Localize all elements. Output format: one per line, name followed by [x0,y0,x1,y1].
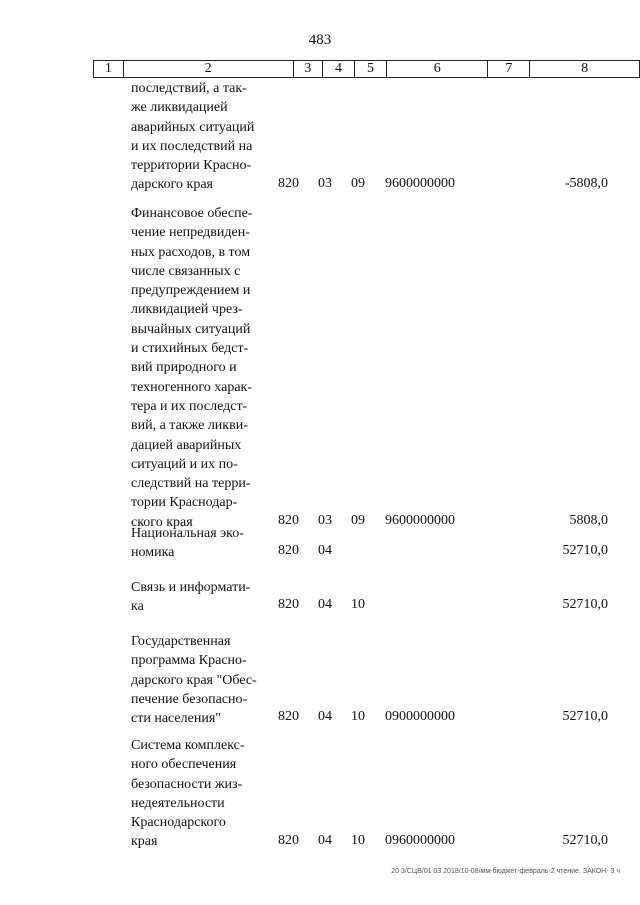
code-subsection: 09 [351,175,365,191]
description-line: предупреждением и [131,283,251,299]
column-header: 3 [293,61,323,78]
description-line: числе связанных с [131,263,241,279]
code-subsection: 10 [351,832,365,848]
row-description [131,736,265,852]
code-ministry: 820 [278,709,299,725]
code-section: 03 [318,512,332,528]
column-header: 7 [488,61,530,78]
description-line: Национальная эко- [131,526,244,541]
code-target-article: 0900000000 [385,709,455,725]
description-line: вий природного и [131,360,237,376]
description-line: ликвидацией чрез- [131,302,243,318]
description-line: программа Красно- [131,653,247,669]
description-line: же ликвидацией [131,100,228,116]
description-line: ского края [131,514,193,530]
code-target-article: 9600000000 [385,175,455,191]
page-number: 483 [308,32,332,48]
amount: 52710,0 [562,832,608,848]
description-line: ка [131,599,144,615]
column-header: 6 [387,61,488,78]
column-header: 2 [123,61,293,78]
column-header: 1 [94,61,124,78]
row-description [131,578,265,617]
code-subsection: 09 [351,512,365,528]
description-line: Государственная [131,634,231,649]
row-description [131,524,265,563]
amount: 5808,0 [569,512,608,528]
code-subsection: 10 [351,597,365,613]
description-line: и стихийных бедст- [131,341,249,357]
description-line: недеятельности [131,795,225,811]
description-line: аварийных ситуаций [131,119,255,135]
amount: -5808,0 [564,175,608,191]
description-line: следствий на терри- [131,476,251,492]
code-ministry: 820 [278,512,299,528]
code-section: 04 [318,543,332,559]
description-line: безопасности жиз- [131,776,243,792]
code-section: 04 [318,597,332,613]
code-ministry: 820 [278,597,299,613]
description-line: края [131,834,158,850]
description-line: вычайных ситуаций [131,321,251,337]
code-target-article: 0960000000 [385,832,455,848]
description-line: тории Краснодар- [131,495,238,511]
description-line: ного обеспечения [131,757,237,773]
description-line: ных расходов, в том [131,244,251,260]
description-line: дацией аварийных [131,437,242,453]
code-ministry: 820 [278,543,299,559]
description-line: Финансовое обеспе- [131,206,253,221]
row-description [131,79,265,195]
code-section: 03 [318,175,332,191]
description-line: печение безопасно- [131,691,248,707]
description-line: Связь и информати- [131,580,251,595]
description-line: чение непредвиден- [131,225,250,241]
amount: 52710,0 [562,543,608,559]
description-line: и их последствий на [131,138,253,154]
description-line: вий, а также ликви- [131,418,248,434]
description-line: тера и их последст- [131,398,248,414]
description-line: сти населения" [131,711,221,727]
column-header-table [93,60,640,78]
description-line: территории Красно- [131,158,252,174]
description-line: техногенного харак- [131,379,252,395]
column-header: 5 [354,61,386,78]
column-header-row [94,61,640,78]
description-line: Краснодарского [131,815,226,831]
code-ministry: 820 [278,175,299,191]
row-description [131,632,265,728]
code-subsection: 10 [351,709,365,725]
amount: 52710,0 [562,709,608,725]
description-line: дарского края [131,177,213,193]
code-section: 04 [318,709,332,725]
description-line: номика [131,545,175,561]
column-header: 8 [530,61,640,78]
code-section: 04 [318,832,332,848]
footer-path: 20 3/СЦВ/01 03 2018/10-08/мм-бюджет-февраль-2 чтение. ЗАКОН- 3 ч [391,868,620,875]
code-target-article: 9600000000 [385,512,455,528]
description-line: ситуаций и их по- [131,456,238,472]
description-line: последствий, а так- [131,81,247,96]
description-line: Система комплекс- [131,738,245,753]
description-line: дарского края "Обес- [131,672,257,688]
column-header: 4 [323,61,355,78]
code-ministry: 820 [278,832,299,848]
row-description [131,204,265,532]
amount: 52710,0 [562,597,608,613]
